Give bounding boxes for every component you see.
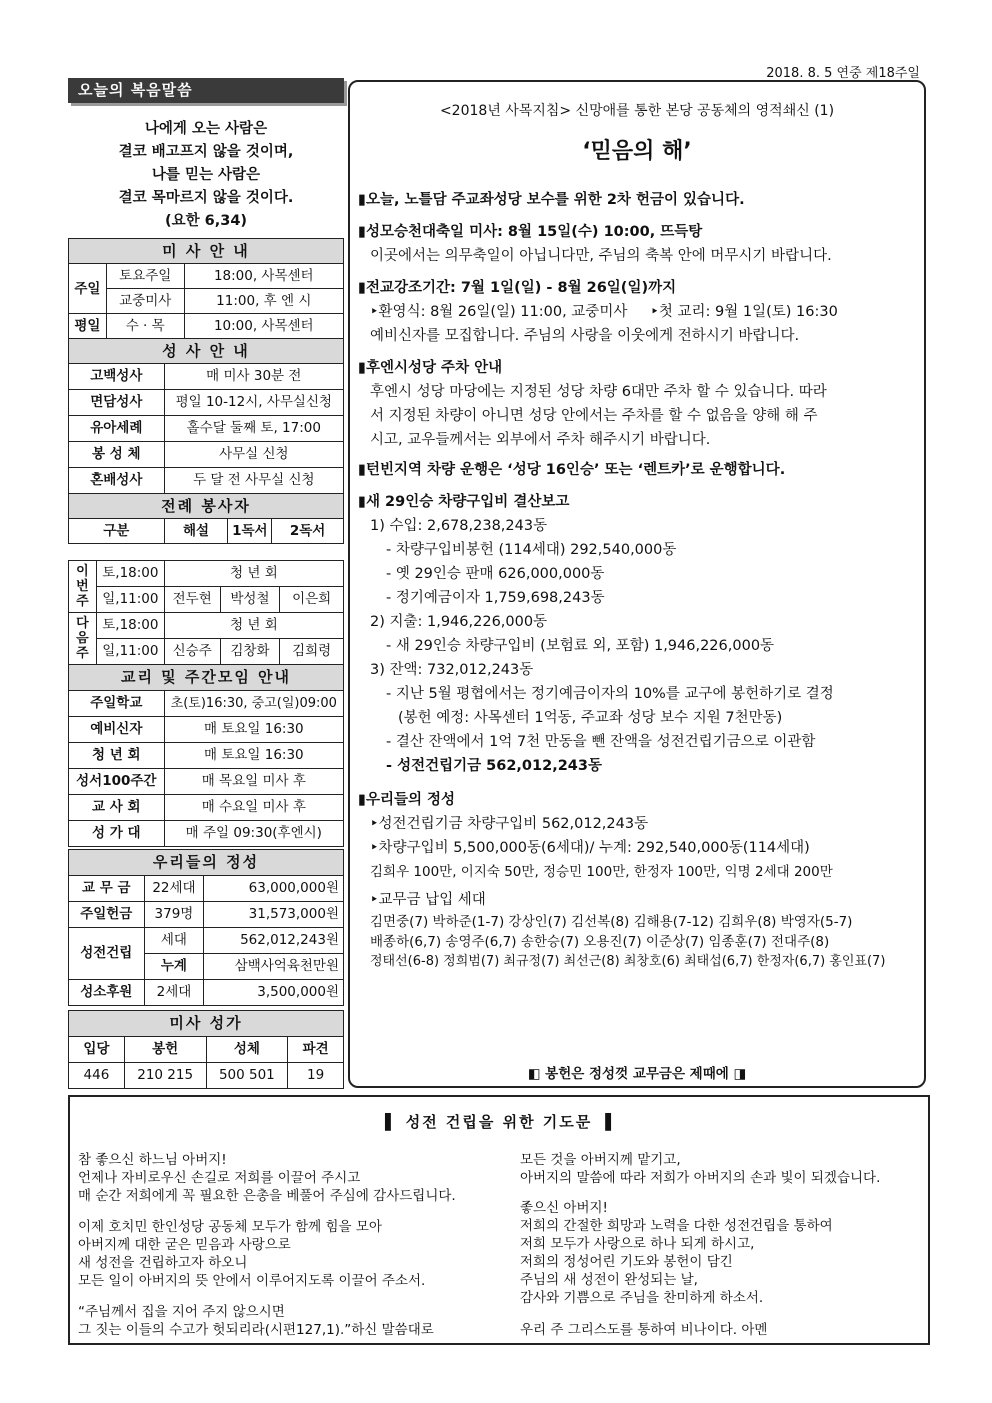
sacrament-info: 매 미사 30분 전 [164,364,343,390]
notice-text: 서 지정된 차량이 아니면 성당 안에서는 주차를 할 수 없음을 양해 해 주 [370,408,818,424]
report-line: - 결산 잔액에서 1억 7천 만동을 뺀 잔액을 성전건립기금으로 이관함 [386,734,816,750]
report-line: - 옛 29인승 판매 626,000,000동 [386,566,605,582]
offering-name: 성소후원 [69,980,145,1006]
donation-line: ‣성전건립기금 차량구입비 562,012,243동 [370,816,649,832]
prayer-line: 주님의 새 성전이 완성되는 날, [520,1272,698,1288]
report-line: 1) 수입: 2,678,238,243동 [370,518,548,534]
server-name: 전두현 [164,587,220,613]
notice-heading: ▮오늘, 노틀담 주교좌성당 보수를 위한 2차 헌금이 있습니다. [358,192,745,208]
mass-name: 수 · 목 [106,314,184,339]
mass-time: 18:00, 사목센터 [184,264,343,289]
prayer-line: “주님께서 집을 지어 주지 않으시면 [78,1304,285,1320]
meeting-time: 매 목요일 미사 후 [164,769,343,795]
prayer-line: 저희 모두가 사랑으로 하나 되게 하시고, [520,1236,755,1252]
gospel-header-label: 오늘의 복음말씀 [78,81,193,99]
notice-heading: ▮새 29인승 차량구입비 결산보고 [358,494,570,510]
left-info-table [68,238,344,544]
servers-col: 구분 [69,519,165,544]
offering-name: 주일헌금 [69,902,145,928]
notice-heading: ▮성모승천대축일 미사: 8월 15일(수) 10:00, 뜨득탕 [358,224,703,240]
sacrament-info: 평일 10-12시, 사무실신청 [164,390,343,416]
sacrament-info: 두 달 전 사무실 신청 [164,468,343,494]
notice-box [348,80,926,1088]
mass-name: 교중미사 [106,289,184,314]
servers-col: 해설 [164,519,228,544]
notice-text: 이곳에서는 의무축일이 아닙니다만, 주님의 축복 안에 머무시기 바랍니다. [370,248,832,264]
meeting-time: 매 주일 09:30(후엔시) [164,821,343,847]
server-name: 이은희 [280,587,344,613]
weekday-label: 평일 [69,314,107,339]
mass-time: 10:00, 사목센터 [184,314,343,339]
notice-heading: ▮턴빈지역 차량 운행은 ‘성당 16인승’ 또는 ‘렌트카’로 운행합니다. [358,462,786,478]
sunday-label: 주일 [69,264,107,314]
server-time: 일,11:00 [96,587,164,613]
building-label: 성전건립 [69,928,145,980]
gospel-line: 결코 배고프지 않을 것이며, [118,144,294,160]
mass-name: 토요주일 [106,264,184,289]
mass-time: 11:00, 후 엔 시 [184,289,343,314]
donation-names: 김희우 100만, 이지숙 50만, 정승민 100만, 한정자 100만, 익명 2세대 200만 [370,864,833,880]
meeting-name: 성서100주간 [69,769,165,795]
prayer-line: 아버지께 대한 굳은 믿음과 사랑으로 [78,1237,291,1253]
offering-table [68,849,344,1006]
report-line: - 성전건립기금 562,012,243동 [386,758,602,774]
notice-text: 후엔시 성당 마당에는 지정된 성당 차량 6대만 주차 할 수 있습니다. 따라 [370,384,827,400]
meetings-header: 교리 및 주간모임 안내 [69,665,344,691]
offering-header: 우리들의 정성 [69,850,344,876]
servers-col: 1독서 [228,519,272,544]
donation-line: ‣교무금 납입 세대 [370,892,486,908]
meeting-name: 성 가 대 [69,821,165,847]
offering-name: 교 무 금 [69,876,145,902]
prayer-line: 언제나 자비로우신 손길로 저희를 이끌어 주시고 [78,1170,361,1186]
prayer-line: 저희의 간절한 희망과 노력을 다한 성전건립을 통하여 [520,1218,833,1234]
prayer-line: 아버지의 말씀에 따라 저희가 아버지의 손과 빛이 되겠습니다. [520,1170,881,1186]
report-line: - 새 29인승 차량구입비 (보험료 외, 포함) 1,946,226,000동 [386,638,775,654]
offering-count: 379명 [144,902,204,928]
sacrament-name: 봉 성 체 [69,442,165,468]
prayer-line: 이제 호치민 한인성당 공동체 모두가 함께 힘을 모아 [78,1219,382,1235]
notice-subtitle: <2018년 사목지침> 신망애를 통한 본당 공동체의 영적쇄신 (1) [439,103,835,119]
gospel-line: 나에게 오는 사람은 [144,121,268,137]
sacrament-info: 사무실 신청 [164,442,343,468]
gospel-line: 결코 목마르지 않을 것이다. [118,190,294,206]
hymn-number: 446 [69,1063,125,1089]
meeting-name: 교 사 회 [69,795,165,821]
offering-amount: 63,000,000원 [204,876,344,902]
prayer-line: 저희의 정성어린 기도와 봉헌이 담긴 [520,1254,733,1270]
notice-heading: ▮후엔시성당 주차 안내 [358,360,503,376]
offering-count: 22세대 [144,876,204,902]
donation-line: ‣차량구입비 5,500,000동(6세대)/ 누계: 292,540,000동(114세대) [370,840,810,856]
prayer-line: 감사와 기쁨으로 주님을 찬미하게 하소서. [520,1290,764,1306]
sacrament-name: 면담성사 [69,390,165,416]
gospel-reference: (요한 6,34) [164,213,248,229]
hymn-number: 500 501 [206,1063,288,1089]
footer-motto: ◧ 봉헌은 정성껏 교무금은 제때에 ◨ [527,1066,747,1082]
notice-text: ‣환영식: 8월 26일(일) 11:00, 교중미사 ‣첫 교리: 9월 1일(토) 16:30 [370,304,838,320]
building-amount: 562,012,243원 [204,928,344,954]
report-line: 3) 잔액: 732,012,243동 [370,662,534,678]
meeting-time: 초(토)16:30, 중고(일)09:00 [164,691,343,717]
hymn-col: 성체 [206,1037,288,1063]
server-time: 토,18:00 [96,561,164,587]
server-name: 김희령 [280,639,344,665]
notice-heading: ▮우리들의 정성 [358,792,456,808]
building-sub: 누계 [144,954,204,980]
prayer-title: ▌ 성전 건립을 위한 기도문 ▐ [384,1113,614,1131]
hymns-table [68,1010,344,1089]
server-time: 토,18:00 [96,613,164,639]
this-week-label: 이번주 [69,561,97,613]
prayer-line: 모든 일이 아버지의 뜻 안에서 이루어지도록 이끌어 주소서. [78,1273,426,1289]
offering-amount: 3,500,000원 [204,980,344,1006]
meeting-time: 매 토요일 16:30 [164,743,343,769]
server-name: 신승주 [164,639,220,665]
prayer-line: 참 좋으신 하느님 아버지! [78,1152,227,1168]
meeting-time: 매 수요일 미사 후 [164,795,343,821]
report-line: (봉헌 예정: 사목센터 1억동, 주교좌 성당 보수 지원 7천만동) [398,710,783,726]
sacrament-header: 성 사 안 내 [69,339,344,364]
hymn-col: 봉헌 [124,1037,206,1063]
server-time: 일,11:00 [96,639,164,665]
offering-amount: 31,573,000원 [204,902,344,928]
notice-text: 예비신자를 모집합니다. 주님의 사랑을 이웃에게 전하시기 바랍니다. [370,328,800,344]
servers-table [68,560,344,665]
hymn-col: 입당 [69,1037,125,1063]
server-group: 청 년 회 [164,561,343,587]
hymn-col: 파견 [288,1037,344,1063]
server-name: 김창화 [220,639,280,665]
meeting-name: 주일학교 [69,691,165,717]
report-line: - 차량구입비봉헌 (114세대) 292,540,000동 [386,542,677,558]
server-name: 박성철 [220,587,280,613]
notice-title: ‘믿음의 해’ [582,139,692,164]
hymn-number: 19 [288,1063,344,1089]
report-line: 2) 지출: 1,946,226,000동 [370,614,548,630]
mass-header: 미 사 안 내 [69,239,344,264]
servers-header: 전례 봉사자 [69,494,344,519]
offering-count: 2세대 [144,980,204,1006]
next-week-label: 다음주 [69,613,97,665]
donation-names: 정태선(6-8) 정희범(7) 최규정(7) 최선근(8) 최창호(6) 최태섭(6,7) 한정자(6,7) 홍인표(7) [370,954,886,969]
prayer-line: 모든 것을 아버지께 맡기고, [520,1152,681,1168]
prayer-line: 새 성전을 건립하고자 하오니 [78,1255,248,1271]
gospel-verse [68,118,344,233]
sacrament-name: 혼배성사 [69,468,165,494]
meetings-table [68,664,344,847]
building-total: 삼백사억육천만원 [204,954,344,980]
notice-text: 시고, 교우들께서는 외부에서 주차 해주시기 바랍니다. [370,432,711,448]
sacrament-info: 홀수달 둘째 토, 17:00 [164,416,343,442]
hymns-header: 미사 성가 [69,1011,344,1037]
prayer-line: 좋으신 아버지! [520,1200,608,1216]
prayer-box [68,1095,930,1345]
meeting-name: 청 년 회 [69,743,165,769]
donation-names: 배종하(6,7) 송영주(6,7) 송한승(7) 오용진(7) 이준상(7) 임종훈(7) 전대주(8) [370,934,830,950]
notice-heading: ▮전교강조기간: 7월 1일(일) - 8월 26일(일)까지 [358,280,677,296]
hymn-number: 210 215 [124,1063,206,1089]
prayer-line: 그 짓는 이들의 수고가 헛되리라(시편127,1).”하신 말씀대로 [78,1322,434,1338]
meeting-name: 예비신자 [69,717,165,743]
servers-col: 2독서 [272,519,344,544]
sacrament-name: 고백성사 [69,364,165,390]
server-group: 청 년 회 [164,613,343,639]
meeting-time: 매 토요일 16:30 [164,717,343,743]
prayer-line: 우리 주 그리스도를 통하여 비나이다. 아멘 [520,1322,768,1338]
bulletin-date: 2018. 8. 5 연중 제18주일 [766,66,920,81]
gospel-header [68,78,344,103]
prayer-line: 매 순간 저희에게 꼭 필요한 은총을 베풀어 주심에 감사드립니다. [78,1188,456,1204]
sacrament-name: 유아세례 [69,416,165,442]
building-sub: 세대 [144,928,204,954]
report-line: - 정기예금이자 1,759,698,243동 [386,590,605,606]
donation-names: 김면중(7) 박하준(1-7) 강상인(7) 김선복(8) 김해용(7-12) 김희우(8) 박영자(5-7) [370,914,853,930]
report-line: - 지난 5월 평협에서는 정기예금이자의 10%를 교구에 봉헌하기로 결정 [386,686,834,702]
gospel-line: 나를 믿는 사람은 [151,167,261,183]
